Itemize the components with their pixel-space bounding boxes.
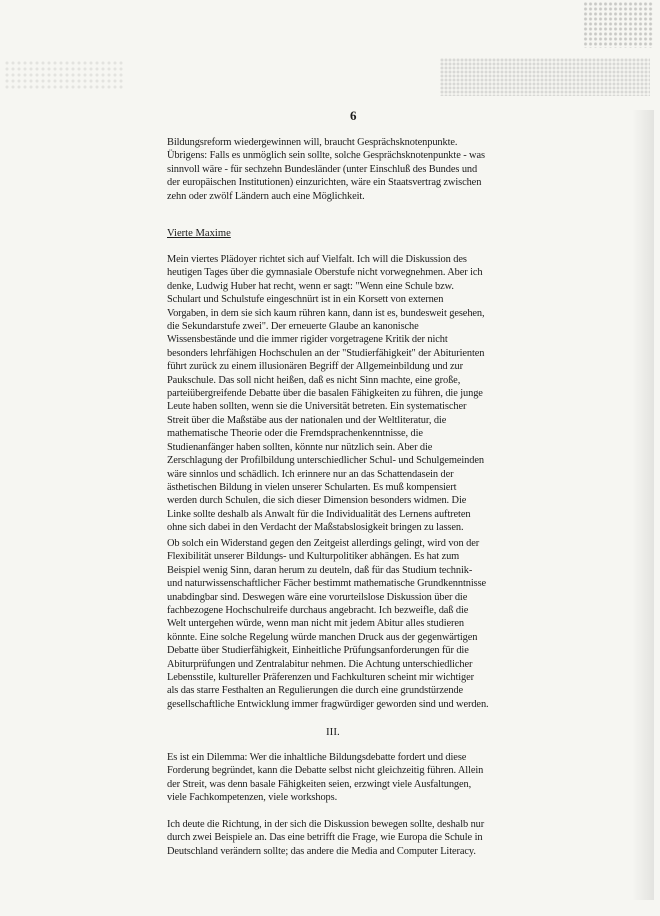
text-line: heutigen Tages über die gymnasiale Oberstufe nicht vorwegnehmen. Aber ich	[167, 267, 483, 279]
page-number: 6	[350, 108, 357, 123]
text-line: Wissensbestände und die immer rigider vorgetragene Kritik der nicht	[167, 334, 448, 346]
section-number: III.	[326, 726, 340, 738]
text-line: wäre sinnlos und schädlich. Ich erinnere nur an das Schattendasein der	[167, 468, 454, 480]
text-line: denke, Ludwig Huber hat recht, wenn er sagt: "Wenn eine Schule bzw.	[167, 280, 454, 292]
section-heading: Vierte Maxime	[167, 228, 231, 239]
text-line: ohne sich dabei in den Verdacht der Maßstabslosigkeit bringen zu lassen.	[167, 522, 464, 534]
text-line: Studienanfänger haben sollten, könnte nur nützlich sein. Aber die	[167, 441, 433, 453]
text-line: Schulart und Schulstufe eingeschnürt ist in ein Korsett von externen	[167, 294, 444, 306]
text-line: sinnvoll wäre - für sechzehn Bundesländer (unter Einschluß des Bundes und	[167, 163, 478, 175]
text-line: Ob solch ein Widerstand gegen den Zeitgeist allerdings gelingt, wird von der	[167, 538, 480, 549]
paragraph-0	[167, 136, 522, 203]
paragraph-1	[167, 253, 522, 535]
text-line: Linke sollte deshalb als Anwalt für die Individualität des Lernens auftreten	[167, 508, 471, 520]
scan-noise-top-band	[440, 58, 650, 96]
text-line: Paukschule. Das soll nicht heißen, daß es nicht Sinn machte, eine große,	[167, 374, 461, 386]
paragraph-4	[167, 818, 522, 858]
text-line: Vorgaben, in dem sie sich kaum rühren kann, dann ist es, bundesweit gesehen,	[167, 307, 485, 319]
text-line: der Streit, was denn basale Fähigkeiten seien, erzwingt viele Ausfaltungen,	[167, 778, 472, 790]
text-line: Leute haben sollten, wenn sie die Universität betreten. Ein systematischer	[167, 401, 467, 413]
text-line: mathematische Theorie oder die Fremdsprachenkenntnisse, die	[167, 428, 423, 440]
text-line: Deutschland verändern sollte; das andere die Media and Computer Literacy.	[167, 845, 476, 857]
scan-noise-top-right	[584, 2, 654, 48]
text-line: unabdingbar sind. Deswegen wäre eine vorurteilslose Diskussion über die	[167, 591, 468, 603]
text-line: könnte. Eine solche Regelung würde manchen Druck aus der gegenwärtigen	[167, 631, 478, 643]
scan-shadow-right-edge	[632, 110, 654, 900]
text-line: Zerschlagung der Profilbildung unterschiedlicher Schul- und Schulgemeinden	[167, 455, 484, 467]
text-line: Ich deute die Richtung, in der sich die Diskussion bewegen sollte, deshalb nur	[167, 819, 485, 830]
scan-noise-top-left	[4, 60, 124, 90]
text-line: Abiturprüfungen und Zentralabitur nehmen. Die Achtung unterschiedlicher	[167, 658, 473, 670]
text-line: Beispiel wenig Sinn, daran herum zu deuteln, daß für das Studium technik-	[167, 564, 473, 576]
text-line: Forderung begründet, kann die Debatte selbst nicht gleichzeitig führen. Allein	[167, 765, 484, 777]
text-line: besonders lehrfähigen Hochschulen an der "Studierfähigkeit" der Abiturienten	[167, 347, 485, 359]
text-line: zehn oder zwölf Ländern auch eine Möglichkeit.	[167, 190, 365, 202]
text-line: führt zurück zu einem illusionären Begriff der Allgemeinbildung und zur	[167, 361, 463, 373]
text-line: ästhetischen Bildung in vielen unserer Schularten. Es muß kompensiert	[167, 481, 457, 493]
text-line: werden durch Schulen, die sich dieser Dimension besonders widmen. Die	[167, 495, 467, 507]
text-line: die Sekundarstufe zwei". Der erneuerte Glaube an kanonische	[167, 321, 419, 333]
text-line: Es ist ein Dilemma: Wer die inhaltliche Bildungsdebatte fordert und diese	[167, 752, 467, 763]
text-line: gesellschaftliche Entwicklung immer fragwürdiger geworden sind und werden.	[167, 698, 489, 710]
text-line: Übrigens: Falls es unmöglich sein sollte, solche Gesprächsknotenpunkte - was	[167, 150, 485, 162]
text-line: Streit über die Maßstäbe aus der nationalen und der Weltliteratur, die	[167, 414, 447, 426]
text-line: als das starre Festhalten an Regulierungen die durch eine grundstürzende	[167, 685, 464, 697]
text-line: Welt untergehen würde, wenn man nicht mit jedem Abitur alles studieren	[167, 618, 464, 630]
text-line: Bildungsreform wiedergewinnen will, braucht Gesprächsknotenpunkte.	[167, 137, 458, 148]
text-line: viele Fachkompetenzen, viele workshops.	[167, 792, 338, 804]
text-line: parteiübergreifende Debatte über die basalen Fähigkeiten zu führen, die junge	[167, 388, 483, 400]
paragraph-3	[167, 751, 522, 805]
text-line: und naturwissenschaftlicher Fächer bestimmt mathematische Grundkenntnisse	[167, 578, 487, 590]
text-line: Debatte über Studierfähigkeit, Einheitliche Prüfungsanforderungen für die	[167, 645, 469, 657]
text-line: Lebensstile, kultureller Präferenzen und Fachkulturen scheint mir wichtiger	[167, 672, 475, 684]
text-line: Mein viertes Plädoyer richtet sich auf Vielfalt. Ich will die Diskussion des	[167, 254, 467, 265]
text-line: durch zwei Beispiele an. Das eine betrifft die Frage, wie Europa die Schule in	[167, 832, 483, 844]
text-line: fachbezogene Hochschulreife durchaus angebracht. Ich bezweifle, daß die	[167, 605, 469, 617]
paragraph-2	[167, 537, 522, 711]
text-line: der europäischen Institutionen) einzurichten, wäre ein Staatsvertrag zwischen	[167, 177, 482, 189]
text-line: Flexibilität unserer Bildungs- und Kulturpolitiker abhängen. Es hat zum	[167, 551, 460, 563]
